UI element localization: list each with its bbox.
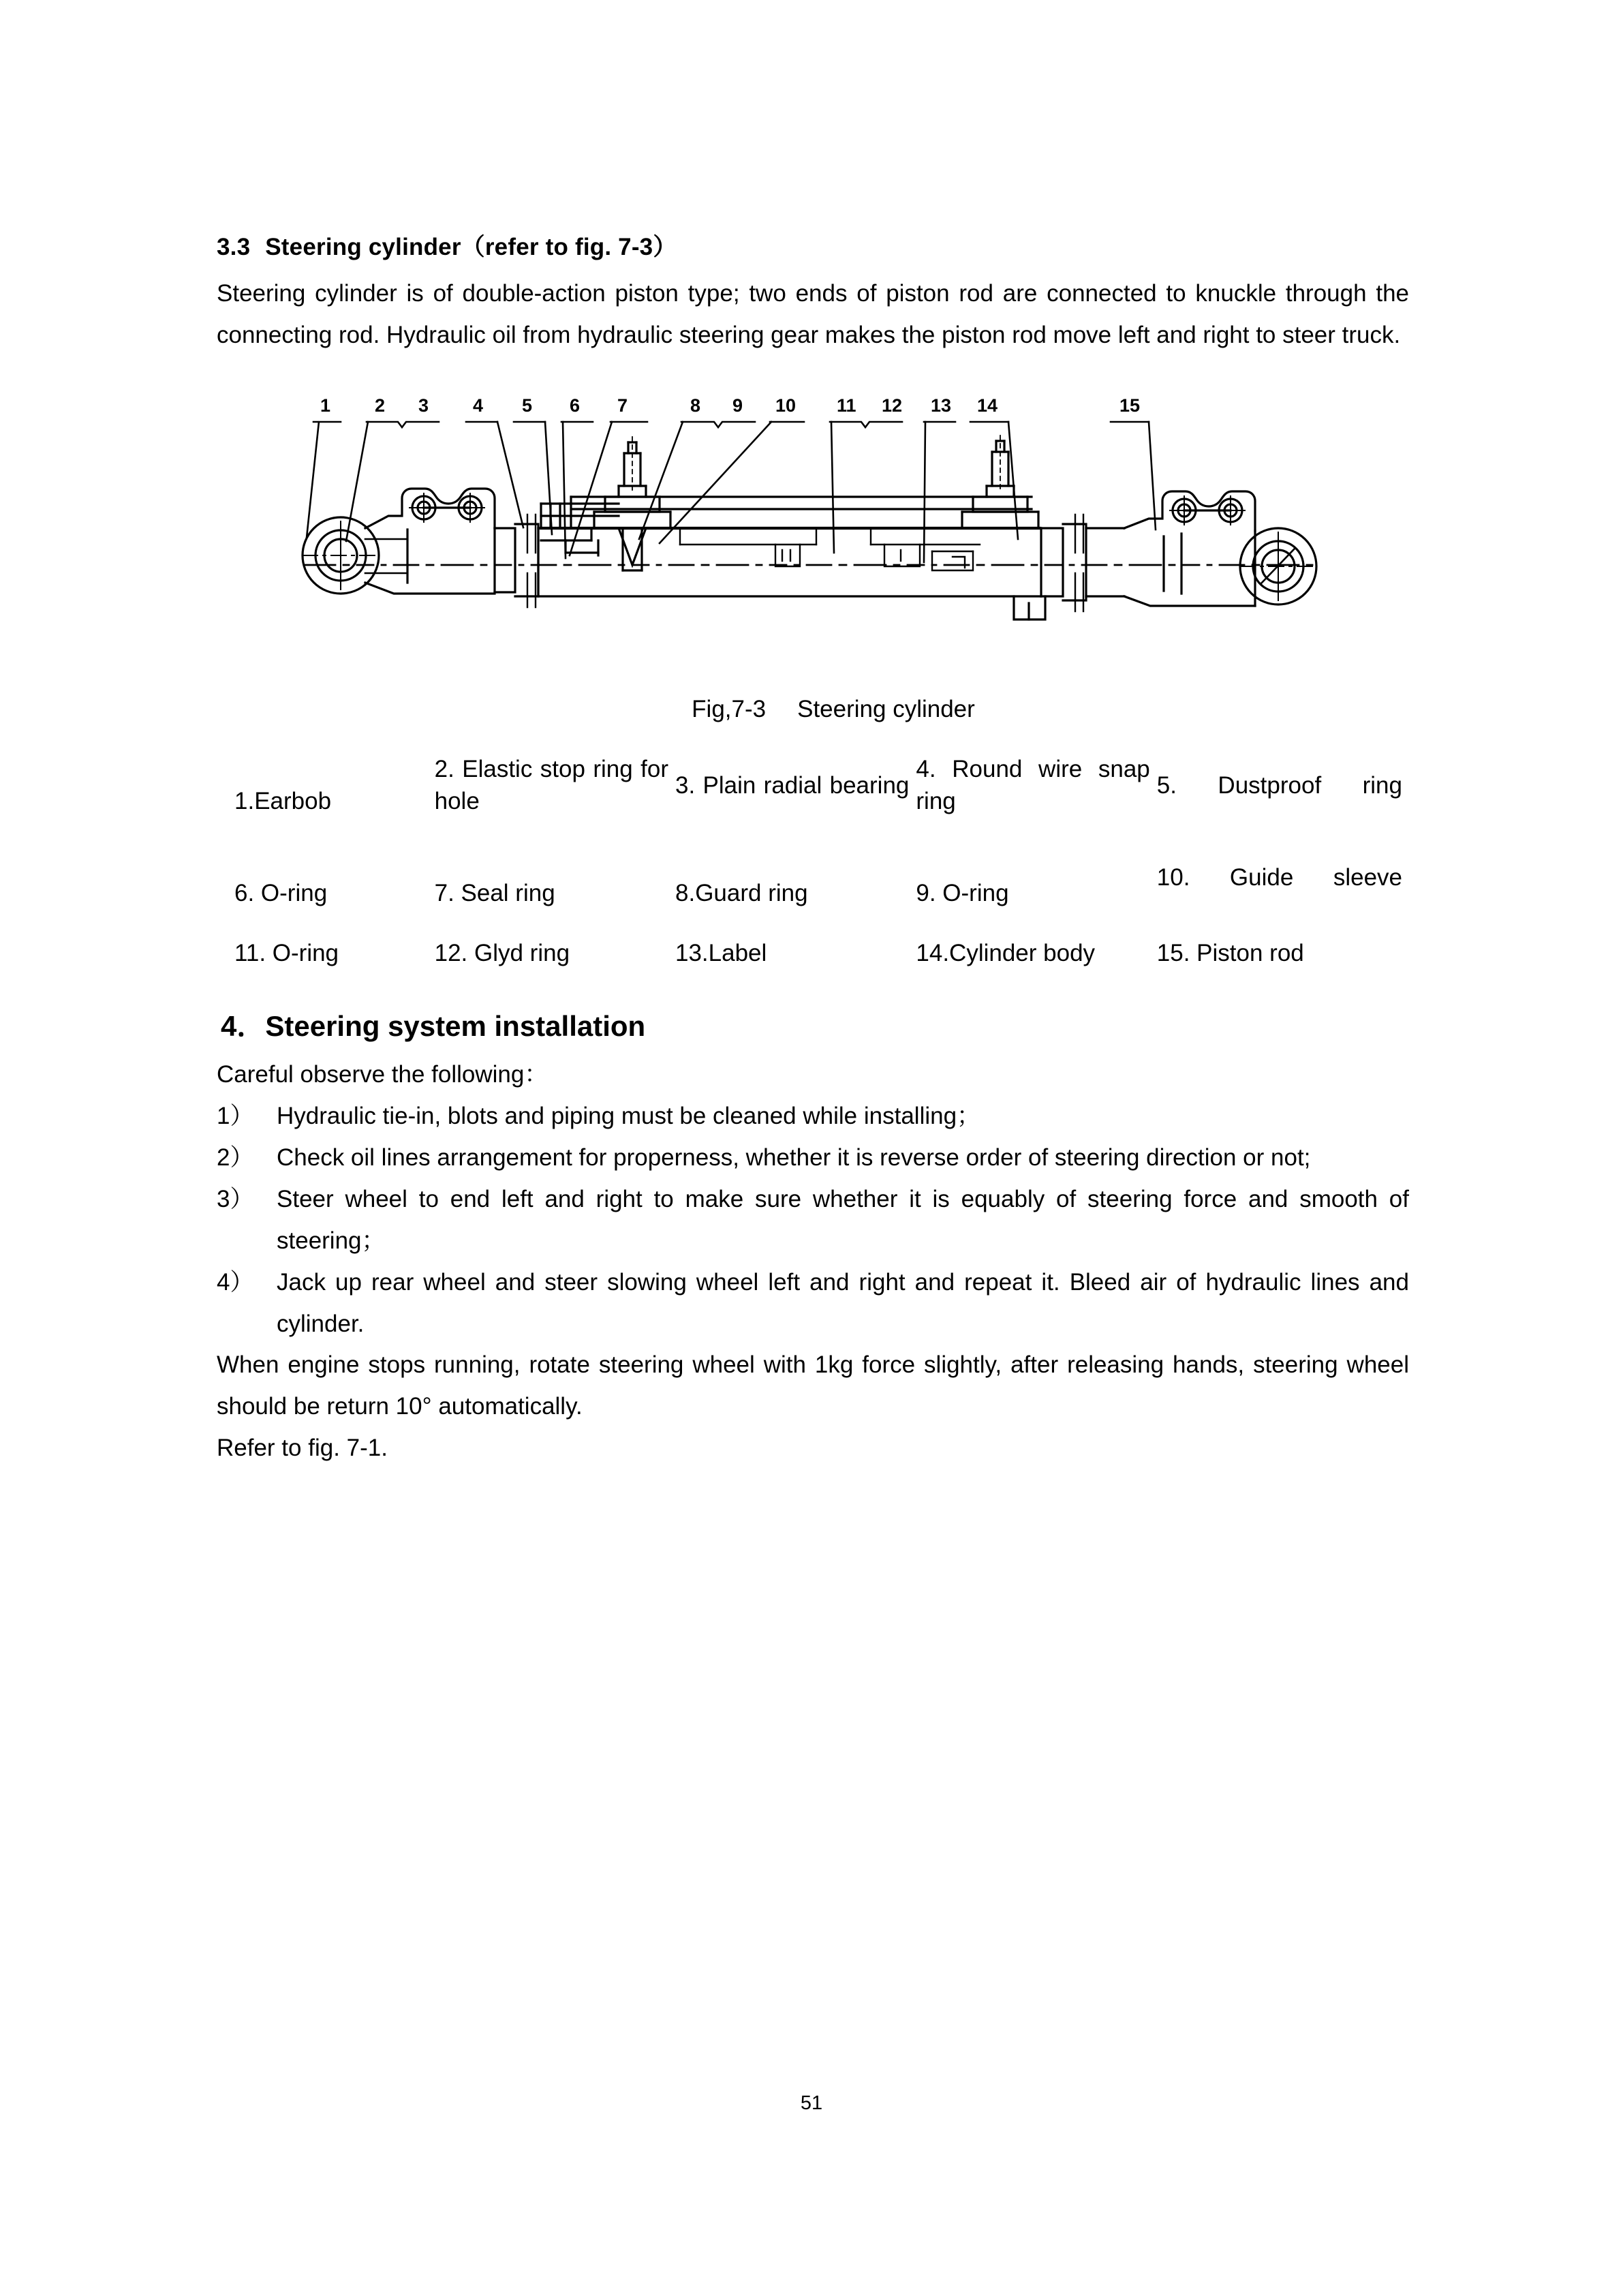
figure-steering-cylinder bbox=[217, 395, 1409, 688]
right-earbob bbox=[1086, 491, 1316, 606]
svg-text:14: 14 bbox=[977, 395, 998, 416]
section-3-3-body: Steering cylinder is of double-action piston type; two ends of piston rod are connected to knuckle through the connecting rod. Hydraulic oil from hydraulic steering gear makes the piston rod move left and right to steer truck. bbox=[217, 280, 1409, 348]
port-fitting-right bbox=[962, 435, 1038, 528]
svg-text:2: 2 bbox=[375, 395, 386, 416]
figure-caption-label: Fig,7-3 bbox=[692, 695, 767, 722]
page-number: 51 bbox=[800, 2092, 823, 2114]
list-item-marker: 2） bbox=[217, 1144, 254, 1172]
part-item-13: 13.Label bbox=[675, 939, 767, 966]
figure-caption bbox=[217, 696, 1409, 723]
list-item-text: Steer wheel to end left and right to make sure whether it is equably of steering force and smooth of steering； bbox=[277, 1185, 1409, 1254]
section-4-intro: Careful observe the following： bbox=[217, 1061, 548, 1088]
section-3-3-number: 3.3 bbox=[217, 234, 251, 260]
part-item-9: 9. O-ring bbox=[916, 880, 1009, 907]
svg-text:3: 3 bbox=[418, 395, 429, 416]
section-3-3-title: Steering cylinder（refer to fig. 7-3） bbox=[265, 234, 677, 260]
part-item-6: 6. O-ring bbox=[234, 880, 328, 907]
table-row bbox=[217, 748, 1409, 856]
svg-text:5: 5 bbox=[522, 395, 533, 416]
list-item bbox=[217, 1179, 1409, 1262]
part-item-1: 1.Earbob bbox=[234, 788, 332, 815]
svg-text:6: 6 bbox=[570, 395, 581, 416]
svg-text:15: 15 bbox=[1119, 395, 1141, 416]
section-3-3-heading bbox=[217, 230, 1409, 264]
table-row bbox=[217, 932, 1409, 975]
svg-text:1: 1 bbox=[320, 395, 331, 416]
svg-text:4: 4 bbox=[473, 395, 484, 416]
part-item-8: 8.Guard ring bbox=[675, 880, 808, 907]
figure-caption-title: Steering cylinder bbox=[797, 695, 975, 722]
part-item-5: 5. Dustproof ring bbox=[1156, 771, 1402, 799]
list-item-marker: 4） bbox=[217, 1268, 254, 1296]
part-item-14: 14.Cylinder body bbox=[916, 939, 1096, 966]
list-item bbox=[217, 1096, 1409, 1137]
cylinder-right-end bbox=[1014, 515, 1086, 619]
page-content bbox=[217, 230, 1409, 1469]
part-item-12: 12. Glyd ring bbox=[434, 939, 570, 966]
list-item-marker: 3） bbox=[217, 1185, 254, 1212]
part-item-15: 15. Piston rod bbox=[1156, 939, 1304, 966]
parts-legend-table bbox=[217, 748, 1409, 975]
table-row bbox=[217, 856, 1409, 932]
port-fitting-left bbox=[594, 437, 670, 570]
part-item-7: 7. Seal ring bbox=[434, 880, 555, 907]
steering-cylinder-drawing bbox=[298, 395, 1361, 667]
part-item-4: 4. Round wire snap ring bbox=[916, 755, 1150, 815]
part-item-10: 10. Guide sleeve bbox=[1156, 863, 1402, 891]
list-item-marker: 1） bbox=[217, 1103, 254, 1130]
part-item-3: 3. Plain radial bearing bbox=[675, 771, 910, 799]
part-item-11: 11. O-ring bbox=[234, 939, 339, 966]
svg-text:7: 7 bbox=[617, 395, 628, 416]
section-4-refer-line: Refer to fig. 7-1. bbox=[217, 1435, 388, 1462]
svg-text:8: 8 bbox=[690, 395, 701, 416]
callout-leader-lines bbox=[307, 422, 1156, 562]
part-item-2: 2. Elastic stop ring for hole bbox=[434, 755, 668, 815]
svg-text:13: 13 bbox=[931, 395, 952, 416]
svg-text:12: 12 bbox=[882, 395, 903, 416]
list-item-text: Hydraulic tie-in, blots and piping must be cleaned while installing； bbox=[277, 1103, 981, 1130]
callout-numbers bbox=[320, 395, 1140, 416]
svg-text:9: 9 bbox=[732, 395, 743, 416]
list-item bbox=[217, 1262, 1409, 1345]
list-item-text: Jack up rear wheel and steer slowing wheel left and right and repeat it. Bleed air of hydraulic lines and cylinder. bbox=[277, 1268, 1409, 1337]
installation-steps-list bbox=[217, 1096, 1409, 1345]
section-4-heading: 4．Steering system installation bbox=[221, 1010, 646, 1043]
section-4-closing-paragraph: When engine stops running, rotate steering wheel with 1kg force slightly, after releasing hands, steering wheel should be return 10° automatically. bbox=[217, 1351, 1409, 1420]
svg-text:10: 10 bbox=[775, 395, 797, 416]
list-item-text: Check oil lines arrangement for properness, whether it is reverse order of steering direction or not; bbox=[277, 1144, 1311, 1172]
svg-text:11: 11 bbox=[837, 395, 856, 416]
list-item bbox=[217, 1137, 1409, 1179]
left-earbob bbox=[303, 489, 495, 594]
